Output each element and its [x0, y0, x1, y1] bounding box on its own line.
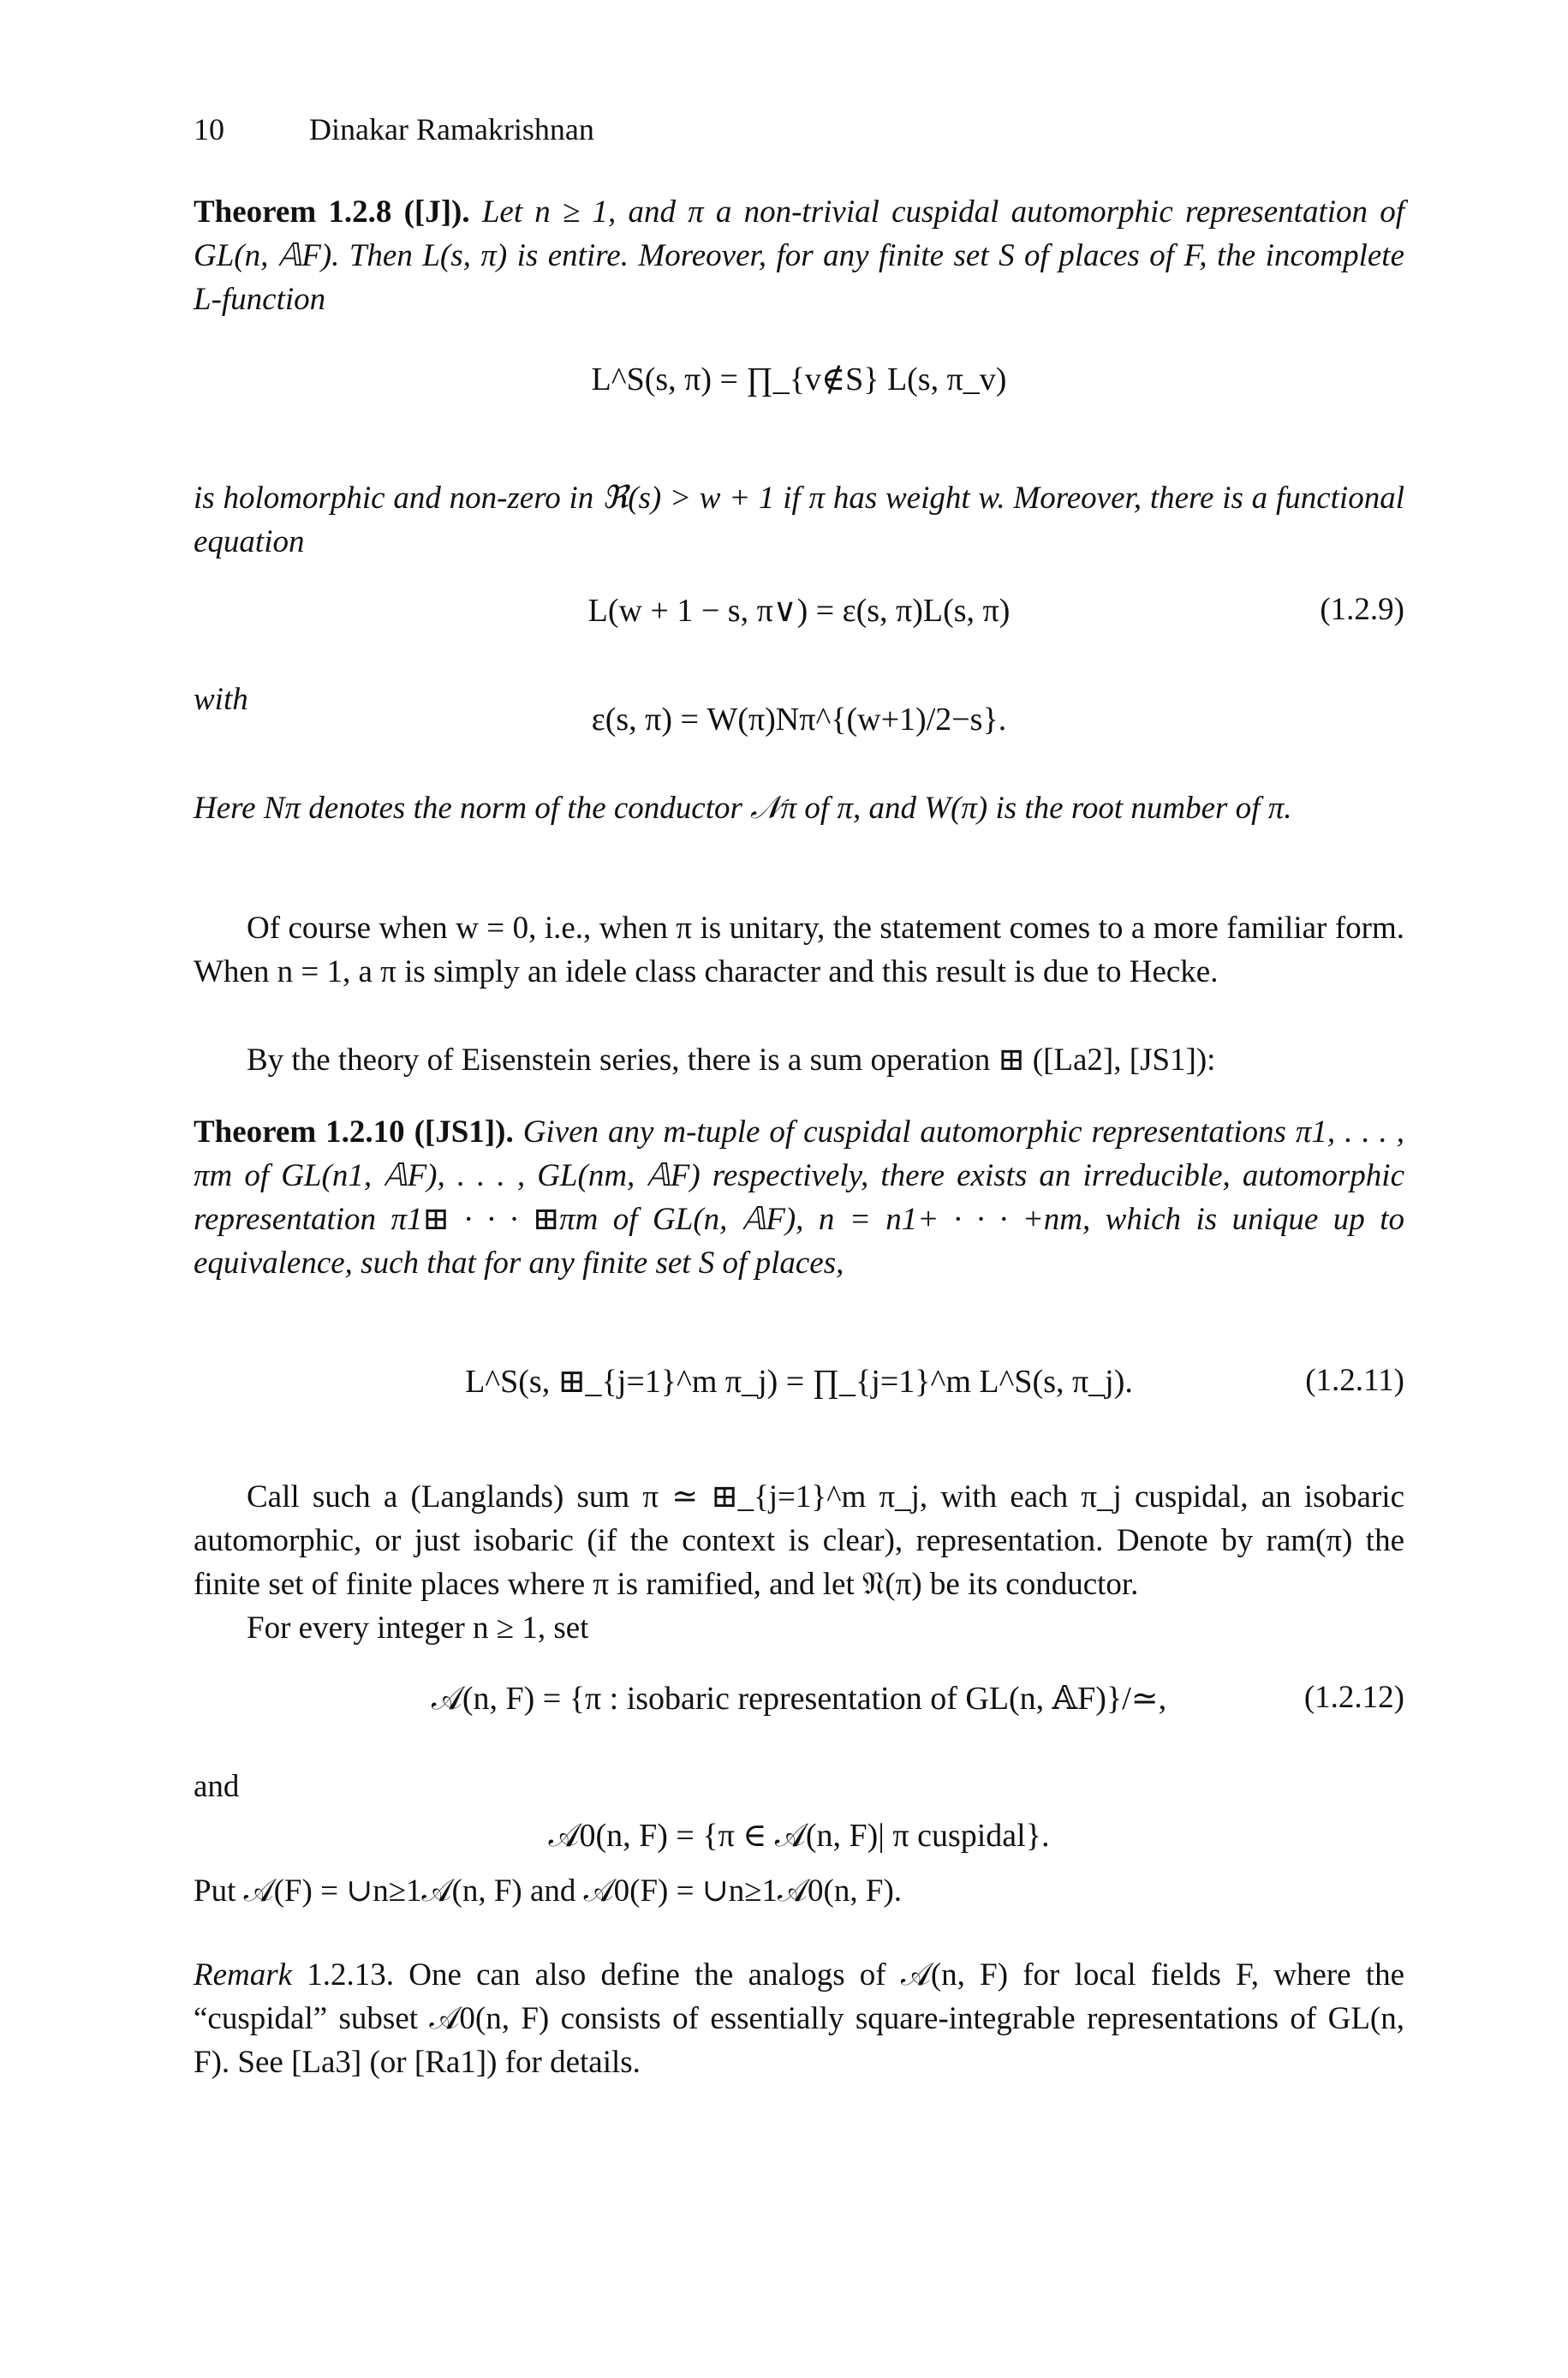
paragraph-isobaric: Call such a (Langlands) sum π ≃ ⊞_{j=1}^m π_j, with each π_j cuspidal, an isobaric automorphic, or just isobaric (if the context is clear), representation. Denote by ram(π) the finite set of finite places where π is ramified, and let 𝔑(π) be its conductor. — [194, 1479, 1404, 1602]
theorem-1-2-8-statement-1: Let n ≥ 1, and π a non-trivial cuspidal automorphic representation of GL(n, 𝔸F). Then L(s, π) is entire. Moreover, for any finite set S of places of F, the incomplete L-function — [194, 194, 1405, 317]
remark-number: 1.2.13. — [307, 1957, 395, 1993]
theorem-1-2-8-statement-2: is holomorphic and non-zero in ℜ(s) > w + 1 if π has weight w. Moreover, there is a functional equation — [194, 481, 1404, 559]
paragraph-put: Put 𝒜(F) = ∪n≥1𝒜(n, F) and 𝒜0(F) = ∪n≥1𝒜0(n, F). — [194, 1873, 903, 1909]
page-number: 10 — [194, 112, 224, 146]
theorem-1-2-8-label: Theorem 1.2.8 ([J]). — [194, 194, 470, 230]
and-word: and — [194, 1769, 240, 1804]
theorem-1-2-8-statement-3: Here Nπ denotes the norm of the conductor 𝒩π of π, and W(π) is the root number of π. — [194, 791, 1292, 826]
with-word: with — [194, 682, 248, 717]
remark-text: One can also define the analogs of 𝒜(n, F) for local fields F, where the “cuspidal” subset 𝒜0(n, F) consists of essentially square-integrable representations of GL(n, F). See [La3] (or [Ra1]) for details. — [194, 1957, 1405, 2080]
equation-1-2-11: L^S(s, ⊞_{j=1}^m π_j) = ∏_{j=1}^m L^S(s, π_j). — [465, 1364, 1133, 1400]
paragraph-every-integer: For every integer n ≥ 1, set — [247, 1610, 589, 1646]
equation-number-1-2-12: (1.2.12) — [1303, 1680, 1404, 1715]
running-head — [194, 111, 594, 147]
equation-epsilon-factor: ε(s, π) = W(π)Nπ^{(w+1)/2−s}. — [591, 702, 1007, 738]
equation-1-2-9: L(w + 1 − s, π∨) = ε(s, π)L(s, π) — [587, 593, 1011, 629]
theorem-1-2-8 — [194, 190, 1404, 321]
equation-1-2-12: 𝒜(n, F) = {π : isobaric representation of GL(n, 𝔸F)}/≃, — [431, 1681, 1167, 1717]
remark-1-2-13 — [194, 1953, 1404, 2084]
equation-incomplete-l-function: L^S(s, π) = ∏_{v∉S} L(s, π_v) — [591, 361, 1007, 397]
paragraph-course: Of course when w = 0, i.e., when π is unitary, the statement comes to a more familiar form. When n = 1, a π is simply an idele class character and this result is due to Hecke. — [194, 911, 1404, 989]
theorem-1-2-10-label: Theorem 1.2.10 ([JS1]). — [194, 1114, 514, 1150]
author-name: Dinakar Ramakrishnan — [309, 112, 594, 146]
equation-number-1-2-9: (1.2.9) — [1320, 592, 1404, 627]
theorem-1-2-10-statement: Given any m-tuple of cuspidal automorphic representations π1, . . . , πm of GL(n1, 𝔸F), . . . , GL(nm, 𝔸F) respectively, there exists an irreducible, automorphic representation π1⊞ · · · ⊞πm of GL(n, 𝔸F), n = n1+ · · · +nm, which is unique up to equivalence, such that for any finite set S of places, — [194, 1114, 1405, 1281]
equation-number-1-2-11: (1.2.11) — [1305, 1363, 1404, 1398]
remark-label: Remark — [194, 1957, 293, 1993]
paragraph-eisenstein: By the theory of Eisenstein series, there is a sum operation ⊞ ([La2], [JS1]): — [247, 1043, 1216, 1078]
equation-a0: 𝒜0(n, F) = {π ∈ 𝒜(n, F)| π cuspidal}. — [548, 1818, 1050, 1854]
theorem-1-2-10 — [194, 1110, 1404, 1285]
